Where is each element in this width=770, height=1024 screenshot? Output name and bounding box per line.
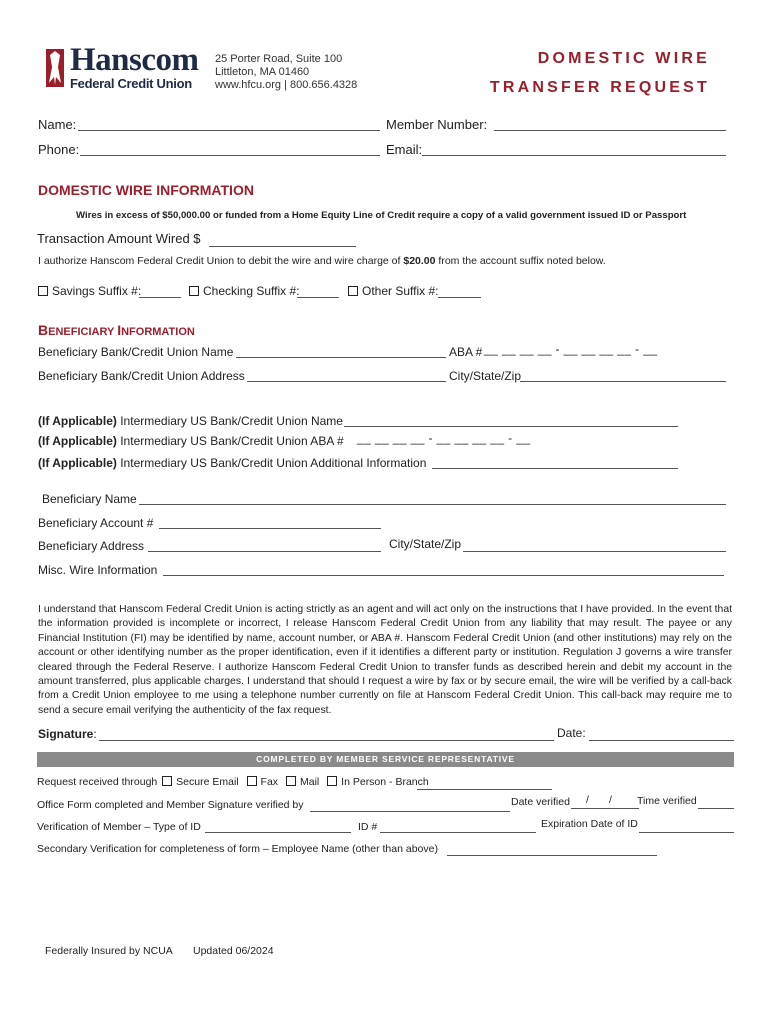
date-verified-label: Date verified [511,796,570,808]
member-number-field[interactable] [494,130,726,131]
aba-label: ABA # [449,345,483,359]
date-field[interactable] [589,740,734,741]
office-use-bar: COMPLETED BY MEMBER SERVICE REPRESENTATIVE [37,752,734,767]
other-checkbox[interactable] [348,286,358,296]
logo-subtitle: Federal Credit Union [70,76,192,91]
misc-info-label: Misc. Wire Information [38,563,158,577]
intermediary-info-field[interactable] [432,468,678,469]
name-label: Name: [38,117,77,132]
savings-option[interactable]: Savings Suffix #: [38,284,141,298]
mail-checkbox[interactable] [286,776,296,786]
amount-label: Transaction Amount Wired $ [37,231,201,246]
secondary-verification-field[interactable] [447,855,657,856]
email-label: Email: [386,142,423,157]
signature-label: Signature: [38,727,97,741]
amount-field[interactable] [209,246,356,247]
savings-suffix-field[interactable] [139,297,181,298]
in-person-checkbox[interactable] [327,776,337,786]
other-option[interactable]: Other Suffix #: [348,284,438,298]
bank-name-label: Beneficiary Bank/Credit Union Name [38,345,234,359]
beneficiary-address-field[interactable] [148,551,381,552]
request-received-row: Request received through Secure Email Fax Mail In Person - Branch [37,776,429,788]
verification-type-label: Verification of Member – Type of ID [37,821,201,833]
phone-label: Phone: [38,142,80,157]
document-title-line-2: TRANSFER REQUEST [489,79,710,96]
beneficiary-account-label: Beneficiary Account # [38,516,154,530]
intermediary-name-row: (If Applicable) Intermediary US Bank/Credit Union Name [38,414,343,428]
time-verified-field[interactable] [698,808,734,809]
other-suffix-field[interactable] [438,297,481,298]
secure-email-checkbox[interactable] [162,776,172,786]
office-form-verifier-field[interactable] [310,811,510,812]
document-title-line-1: DOMESTIC WIRE [537,50,710,67]
wire-notice: Wires in excess of $50,000.00 or funded from a Home Equity Line of Credit require a copy of a valid government issued ID or Passport [76,210,687,221]
misc-info-field[interactable] [163,575,724,576]
bank-address-field[interactable] [247,381,446,382]
intermediary-info-row: (If Applicable) Intermediary US Bank/Credit Union Additional Information [38,456,427,470]
office-form-label: Office Form completed and Member Signature verified by [37,799,304,811]
authorize-text: I authorize Hanscom Federal Credit Union to debit the wire and wire charge of $20.00 from the account suffix noted below. [38,255,606,267]
time-verified-label: Time verified [637,795,697,807]
checking-option[interactable]: Checking Suffix #: [189,284,300,298]
email-field[interactable] [422,155,726,156]
agreement-paragraph: I understand that Hanscom Federal Credit Union is acting strictly as an agent and will act only on the instructions that I have provided. In the event that the information provided is incomplete or incorrect, I release Hanscom Federal Credit Union from any liability that may result. The payee or any Financial Institution (FI) may be identified by name, account number, or ABA #. Hanscom Federal Credit Union (and other institutions) may rely on the account or other identifying number as the proper identification, even if it identifies a different party or institution. Regulation J governs a wire transfer cleared through the Federal Reserve. I authorize Hanscom Federal Credit Union to transfer funds as described herein and debit my account in the amount transferred, plus applicable charges. I understand that should I request a wire by fax or by secure email, the wire will be verified by a call-back from a Credit Union employee to me using a telephone number currently on file at Hanscom Federal Credit Union. This call-back may require me to send a secure email verifying the authenticity of the fax request. [38,604,732,716]
id-number-field[interactable] [380,832,536,833]
date-slash-2: / [609,794,612,806]
beneficiary-name-label: Beneficiary Name [42,492,137,506]
footer-insured: Federally Insured by NCUA [45,945,173,957]
aba-field[interactable]: __ __ __ __ - __ __ __ __ - __ [484,342,658,356]
secondary-verification-label: Secondary Verification for completeness of form – Employee Name (other than above) [37,843,438,855]
name-field[interactable] [78,130,380,131]
phone-field[interactable] [80,155,380,156]
address-line-2: Littleton, MA 01460 [215,66,310,78]
wire-info-heading: DOMESTIC WIRE INFORMATION [38,182,254,198]
expiration-label: Expiration Date of ID [541,818,638,830]
bank-city-state-zip-field[interactable] [520,381,726,382]
savings-checkbox[interactable] [38,286,48,296]
checking-suffix-field[interactable] [297,297,339,298]
intermediary-name-field[interactable] [344,426,678,427]
beneficiary-address-label: Beneficiary Address [38,539,145,553]
id-number-label: ID # [358,821,378,833]
bank-name-field[interactable] [236,357,446,358]
checking-checkbox[interactable] [189,286,199,296]
beneficiary-name-field[interactable] [139,504,726,505]
request-received-field[interactable] [417,789,552,790]
logo-name: Hanscom [70,42,199,78]
intermediary-aba-row: (If Applicable) Intermediary US Bank/Credit Union ABA # [38,434,344,448]
logo-emblem-icon [44,47,66,89]
member-number-label: Member Number: [386,117,488,132]
signature-field[interactable] [99,740,554,741]
beneficiary-city-state-zip-label: City/State/Zip [389,537,462,551]
bank-address-label: Beneficiary Bank/Credit Union Address [38,369,245,383]
beneficiary-account-field[interactable] [159,528,381,529]
address-line-1: 25 Porter Road, Suite 100 [215,53,343,65]
verification-type-field[interactable] [205,832,351,833]
fax-checkbox[interactable] [247,776,257,786]
beneficiary-heading: BENEFICIARY INFORMATION [38,322,195,338]
bank-city-state-zip-label: City/State/Zip [449,369,522,383]
intermediary-aba-field[interactable]: __ __ __ __ - __ __ __ __ - __ [357,431,531,445]
expiration-field[interactable] [639,832,734,833]
address-line-3: www.hfcu.org | 800.656.4328 [215,79,358,91]
footer-updated: Updated 06/2024 [193,945,274,957]
beneficiary-city-state-zip-field[interactable] [463,551,726,552]
date-slash-1: / [586,794,589,806]
date-label: Date: [557,726,586,740]
date-verified-field[interactable] [571,808,639,809]
